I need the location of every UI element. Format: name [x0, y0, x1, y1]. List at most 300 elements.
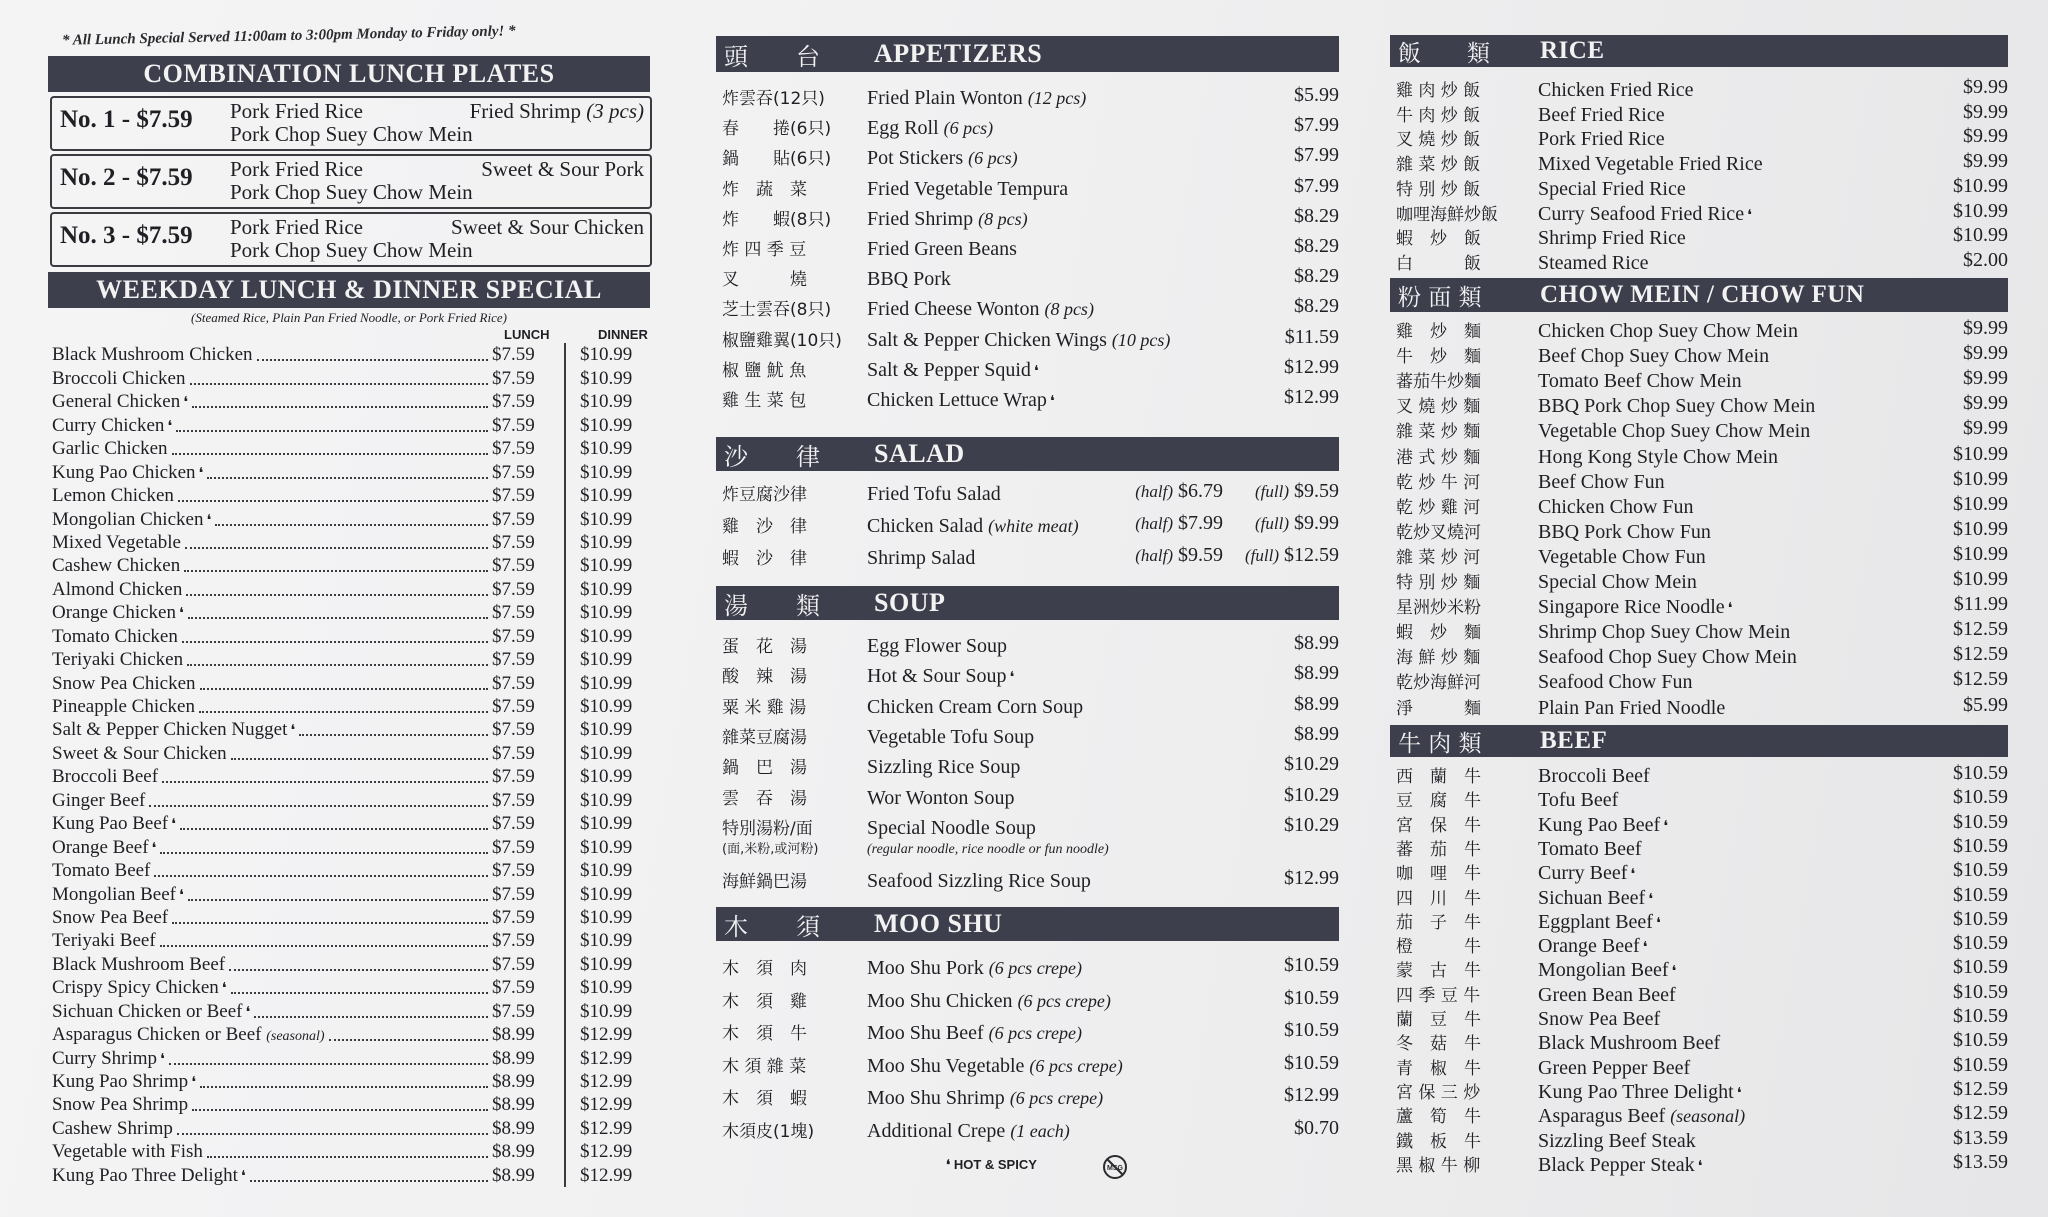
item-name	[1538, 320, 1798, 343]
dinner-price: $12.99	[580, 1141, 633, 1163]
item-chinese-name: 木 須 蝦	[722, 1089, 807, 1110]
dot-leader	[169, 1063, 488, 1065]
item-name	[1538, 571, 1697, 594]
item-chinese-name: 西 蘭 牛	[1396, 767, 1481, 787]
item-price: $10.59	[1284, 954, 1339, 976]
chowmein-title: CHOW MEIN / CHOW FUN	[1540, 281, 1865, 308]
chowmein-item	[1390, 367, 2008, 393]
item-name-text: Special Chow Mein	[1538, 571, 1697, 593]
item-chinese-name: 叉 燒	[722, 270, 807, 291]
beef-item	[1390, 932, 2008, 958]
item-name	[867, 147, 1018, 170]
special-name	[52, 1094, 188, 1116]
item-name	[867, 329, 1170, 352]
column-divider	[564, 718, 566, 741]
lunch-price: $7.59	[492, 531, 535, 553]
item-name	[1538, 765, 1650, 788]
item-note: (6 pcs crepe)	[988, 958, 1082, 978]
item-name	[1538, 1057, 1690, 1080]
item-name-text: Moo Shu Beef	[867, 1022, 984, 1045]
mooshu-item	[716, 1052, 1339, 1078]
item-chinese-name: 蒙 古 牛	[1396, 961, 1481, 982]
item-chinese-name: 蕃 茄 牛	[1396, 839, 1481, 860]
chili-icon: ❛	[1630, 867, 1636, 884]
item-name	[1538, 546, 1706, 569]
column-divider	[564, 1116, 566, 1139]
item-chinese-name: 炸雲吞(12只)	[722, 89, 825, 109]
dinner-price: $10.99	[580, 883, 633, 905]
lunch-price: $8.99	[492, 1094, 535, 1116]
item-name-text: Fried Green Beans	[867, 238, 1017, 260]
item-name	[1538, 1008, 1660, 1031]
item-chinese-name: 木 須 雞	[722, 991, 807, 1012]
item-name	[1538, 911, 1661, 934]
combo-item-name: Fried Shrimp	[469, 99, 582, 123]
column-divider	[564, 929, 566, 952]
item-name-text: Broccoli Beef	[1538, 765, 1650, 787]
item-name	[1538, 203, 1752, 226]
dinner-price: $10.99	[580, 531, 633, 553]
special-name	[52, 1118, 173, 1140]
item-chinese-name: 乾炒海鮮河	[1396, 673, 1481, 694]
item-name-text: Vegetable Chow Fun	[1538, 545, 1706, 568]
item-name	[1538, 621, 1790, 644]
item-name	[867, 238, 1017, 261]
item-price: $8.99	[1294, 692, 1339, 715]
chili-icon: ❛	[171, 817, 176, 834]
special-name	[52, 485, 174, 507]
lunch-price: $7.59	[492, 344, 535, 366]
item-price: $10.59	[1953, 980, 2008, 1003]
lunch-price: $7.59	[492, 953, 535, 975]
item-chinese-name: 粟 米 雞 湯	[722, 697, 807, 718]
item-name-text: Moo Shu Pork	[867, 957, 984, 979]
special-name	[52, 954, 225, 976]
dinner-price: $10.99	[580, 672, 633, 694]
item-name-text: BBQ Pork	[867, 268, 951, 291]
full-price	[1245, 544, 1339, 567]
item-name-text: Fried Plain Wonton	[867, 87, 1023, 109]
special-name-text: Asparagus Chicken or Beef	[52, 1024, 262, 1046]
chili-icon: ❛	[1009, 670, 1015, 687]
soup-item	[716, 753, 1339, 779]
item-note: (6 pcs crepe)	[1017, 990, 1111, 1011]
combo-item: Pork Chop Suey Chow Mein	[230, 180, 473, 204]
item-name-text: Fried Cheese Wonton	[867, 298, 1040, 321]
dinner-price: $12.99	[580, 1094, 633, 1116]
rice-item	[1390, 249, 2008, 275]
dinner-price: $12.99	[580, 1071, 633, 1092]
item-name	[867, 990, 1111, 1013]
item-price: $7.99	[1294, 114, 1339, 137]
item-price: $8.99	[1294, 662, 1339, 685]
special-row	[52, 413, 650, 436]
dot-leader	[329, 1039, 488, 1041]
combo-title: COMBINATION LUNCH PLATES	[143, 59, 555, 88]
item-name-text: Mixed Vegetable Fried Rice	[1538, 153, 1763, 176]
item-name-text: Shrimp Chop Suey Chow Mein	[1538, 621, 1791, 644]
rice-item	[1390, 200, 2008, 226]
special-row	[52, 531, 650, 554]
item-chinese-name: 叉 燒 炒 飯	[1396, 130, 1481, 151]
item-name	[867, 298, 1094, 321]
special-name-text: Black Mushroom Chicken	[52, 344, 253, 366]
appetizers-item	[716, 175, 1339, 201]
chili-icon: ❛	[1736, 1085, 1742, 1102]
column-divider	[564, 437, 566, 460]
lunch-price: $7.59	[492, 1000, 535, 1022]
special-name-text: Ginger Beef	[52, 789, 146, 811]
chili-icon: ❛	[1648, 891, 1654, 908]
chowmein-item	[1390, 468, 2008, 494]
chili-icon: ❛	[240, 1168, 246, 1185]
special-name-text: Sichuan Chicken or Beef	[52, 1000, 243, 1022]
item-name-text: Pork Fried Rice	[1538, 128, 1665, 151]
dot-leader	[162, 781, 488, 783]
item-name	[1538, 814, 1668, 837]
special-name	[52, 930, 156, 952]
item-note: (white meat)	[988, 516, 1079, 536]
item-price: $10.59	[1953, 1005, 2008, 1027]
special-name-text: Broccoli Chicken	[52, 367, 186, 389]
item-chinese-name: 雜 菜 炒 麵	[1396, 422, 1481, 443]
chowmein-banner	[1390, 278, 2008, 312]
dinner-price: $12.99	[580, 1047, 633, 1069]
dinner-price: $12.99	[580, 1024, 633, 1046]
item-chinese-name: 雞 生 菜 包	[722, 391, 807, 411]
item-price: $2.00	[1963, 248, 2008, 271]
combo-number: No. 1 - $7.59	[60, 106, 193, 133]
dot-leader	[215, 524, 488, 526]
item-name	[1538, 128, 1665, 151]
item-chinese-name: 木 須 肉	[722, 959, 807, 979]
special-row	[52, 601, 650, 624]
item-chinese-name: 春 捲(6只)	[722, 119, 832, 140]
dot-leader	[188, 617, 488, 619]
chili-icon: ❛	[179, 887, 184, 904]
special-name-text: Mongolian Beef	[52, 883, 177, 905]
lunch-price: $7.59	[492, 719, 535, 741]
item-price: $10.99	[1953, 492, 2008, 515]
item-chinese-name: 雜菜豆腐湯	[722, 727, 807, 748]
item-name	[1538, 395, 1815, 418]
item-name-text: Snow Pea Beef	[1538, 1008, 1661, 1030]
lunch-price: $8.99	[492, 1164, 535, 1186]
item-name	[867, 665, 1014, 688]
half-label: (half)	[1135, 546, 1173, 565]
chili-icon: ❛	[167, 418, 173, 435]
item-note: (8 pcs)	[978, 208, 1028, 229]
item-chinese-name: 蛋 花 湯	[722, 637, 807, 657]
item-chinese-name: 蕃茄牛炒麵	[1396, 372, 1481, 393]
special-name-text: Pineapple Chicken	[52, 696, 195, 717]
special-list	[52, 343, 650, 1187]
item-name	[867, 957, 1082, 980]
dinner-price: $10.99	[580, 649, 633, 671]
item-name	[1538, 984, 1676, 1007]
soup-item	[716, 784, 1339, 810]
item-name	[867, 515, 1079, 538]
combo-item	[451, 215, 644, 240]
item-name	[1538, 838, 1642, 861]
lunch-price: $7.59	[492, 438, 535, 460]
full-price-value: $9.59	[1294, 480, 1339, 502]
special-name-text: Mixed Vegetable	[52, 531, 181, 553]
special-name-text: Salt & Pepper Chicken Nugget	[52, 719, 288, 741]
item-chinese-name: 特別湯粉/面	[722, 818, 813, 839]
special-name-text: Cashew Chicken	[52, 555, 181, 577]
item-name	[1538, 789, 1618, 812]
lunch-price: $7.59	[492, 625, 535, 647]
special-name	[52, 368, 186, 390]
dot-leader	[177, 1133, 488, 1135]
dinner-price: $10.99	[580, 555, 633, 577]
item-name-text: Orange Beef	[1538, 935, 1640, 958]
item-name-text: Tofu Beef	[1538, 789, 1619, 812]
item-name	[1538, 521, 1711, 544]
special-row	[52, 1093, 650, 1116]
item-chinese-name: 炸豆腐沙律	[722, 485, 807, 505]
dinner-price: $10.99	[580, 602, 633, 624]
dinner-price: $10.99	[580, 578, 633, 600]
column-divider	[564, 390, 566, 413]
item-price: $10.99	[1953, 467, 2008, 490]
column-divider	[564, 343, 566, 366]
item-price: $9.99	[1963, 76, 2008, 98]
special-row	[52, 999, 650, 1022]
column-divider	[564, 507, 566, 530]
special-name-text: Orange Chicken	[52, 602, 176, 624]
item-name-text: Egg Roll	[867, 117, 939, 140]
item-price: $10.59	[1953, 762, 2008, 784]
item-name	[1538, 370, 1742, 393]
item-note: (8 pcs)	[1044, 299, 1094, 320]
mooshu-chinese-title: 木 須	[724, 912, 820, 941]
item-price: $12.99	[1284, 355, 1339, 378]
soup-chinese-title: 湯 類	[724, 591, 820, 620]
item-name-text: Pot Stickers	[867, 147, 964, 170]
chowmein-item	[1390, 568, 2008, 594]
item-note: (12 pcs)	[1027, 88, 1087, 108]
special-title-banner	[48, 272, 650, 308]
item-name	[1538, 227, 1686, 250]
special-row	[52, 812, 650, 835]
item-note: (6 pcs)	[943, 118, 994, 139]
rice-chinese-title: 飯 類	[1398, 40, 1490, 67]
item-chinese-name: 蘭 豆 牛	[1396, 1010, 1481, 1030]
soup-item	[716, 693, 1339, 719]
column-divider	[564, 741, 566, 764]
item-name-text: Chicken Chop Suey Chow Mein	[1538, 320, 1798, 342]
appetizers-chinese-title: 頭 台	[724, 42, 820, 71]
chili-icon: ❛	[206, 512, 212, 529]
chowmein-item	[1390, 417, 2008, 443]
item-price: $10.59	[1953, 956, 2008, 979]
lunch-price: $7.59	[492, 508, 535, 530]
special-row	[52, 343, 650, 366]
special-name	[52, 344, 253, 366]
special-row	[52, 366, 650, 389]
item-name-text: Chicken Salad	[867, 515, 984, 537]
chili-icon: ❛	[151, 840, 157, 857]
item-price: $10.59	[1284, 1019, 1339, 1042]
beef-item	[1390, 762, 2008, 788]
combo-plate	[50, 96, 652, 151]
item-name-text: Sizzling Rice Soup	[867, 756, 1021, 779]
special-row	[52, 1116, 650, 1139]
item-chinese-name: 酸 辣 湯	[722, 667, 807, 688]
full-label: (full)	[1245, 546, 1279, 565]
chili-icon: ❛	[1697, 1158, 1703, 1175]
item-note: (6 pcs crepe)	[988, 1023, 1082, 1044]
item-name	[867, 178, 1068, 201]
item-chinese-name: 豆 腐 牛	[1396, 791, 1481, 812]
column-divider	[564, 1023, 566, 1046]
beef-item	[1390, 1102, 2008, 1128]
special-row	[52, 1046, 650, 1069]
item-chinese-name: 特 別 炒 飯	[1396, 179, 1481, 200]
item-price: $9.99	[1963, 125, 2008, 148]
item-name-text: Chicken Chow Fun	[1538, 495, 1694, 518]
item-name	[1538, 420, 1810, 443]
combo-item: Pork Chop Suey Chow Mein	[230, 238, 473, 262]
chili-icon: ❛	[1655, 915, 1661, 932]
column-divider	[564, 812, 566, 835]
chili-icon: ❛	[1642, 940, 1648, 957]
appetizers-banner	[716, 36, 1339, 72]
half-price	[1135, 544, 1223, 567]
item-price: $7.99	[1294, 144, 1339, 167]
dot-leader	[229, 969, 488, 971]
lunch-price: $7.59	[492, 367, 535, 389]
item-chinese-name: 炸 蝦(8只)	[722, 209, 832, 230]
item-name	[867, 1120, 1070, 1143]
special-name	[52, 790, 145, 812]
lunch-price: $7.59	[492, 766, 535, 788]
special-name-text: General Chicken	[52, 391, 181, 413]
item-name-text: Salt & Pepper Chicken Wings	[867, 328, 1107, 351]
dinner-price: $10.99	[580, 906, 633, 928]
column-divider	[564, 859, 566, 882]
item-chinese-name: 特 別 炒 麵	[1396, 573, 1481, 593]
dinner-price: $12.99	[580, 1164, 633, 1186]
rice-item	[1390, 101, 2008, 127]
appetizers-title: APPETIZERS	[874, 39, 1043, 68]
item-chinese-name: 椒 鹽 魷 魚	[722, 360, 807, 381]
special-name	[52, 391, 188, 413]
full-price-value: $12.59	[1284, 544, 1339, 566]
item-name	[1538, 104, 1665, 127]
dot-leader	[172, 453, 488, 455]
rice-item	[1390, 150, 2008, 176]
chowmein-item	[1390, 643, 2008, 669]
chowmein-item	[1390, 543, 2008, 569]
item-name	[867, 389, 1055, 412]
special-name-text: Black Mushroom Beef	[52, 953, 226, 975]
special-name	[52, 884, 184, 906]
dinner-price: $10.99	[580, 696, 633, 717]
dot-leader	[184, 570, 488, 572]
column-divider	[564, 1163, 566, 1186]
special-row	[52, 484, 650, 507]
dinner-price: $10.99	[580, 391, 633, 413]
dot-leader	[182, 641, 488, 643]
item-price: $10.59	[1284, 1051, 1339, 1074]
dinner-price: $10.99	[580, 836, 633, 858]
special-name	[52, 1048, 165, 1070]
item-price: $0.70	[1294, 1117, 1339, 1139]
dot-leader	[199, 711, 488, 713]
column-divider	[564, 788, 566, 811]
beef-item	[1390, 908, 2008, 934]
column-divider	[564, 531, 566, 554]
half-label: (half)	[1135, 482, 1173, 501]
item-price: $8.29	[1294, 295, 1339, 318]
special-name	[52, 837, 156, 859]
item-price: $10.59	[1953, 859, 2008, 882]
item-name	[1538, 345, 1769, 368]
item-name-text: Fried Vegetable Tempura	[867, 177, 1069, 200]
beef-item	[1390, 1151, 2008, 1177]
full-price	[1255, 512, 1339, 535]
item-price: $10.59	[1953, 883, 2008, 906]
soup-item	[716, 814, 1339, 840]
special-name-text: Almond Chicken	[52, 578, 183, 600]
special-row	[52, 906, 650, 929]
special-name	[52, 532, 181, 554]
item-name-text: Singapore Rice Noodle	[1538, 596, 1725, 619]
item-chinese-name: 雞 炒 麵	[1396, 322, 1481, 342]
special-name	[52, 696, 195, 718]
special-name-text: Kung Pao Shrimp	[52, 1071, 189, 1092]
special-name	[52, 602, 184, 624]
combo-item-name: Sweet & Sour Pork	[481, 157, 644, 181]
item-price: $9.99	[1963, 317, 2008, 339]
special-name-text: Vegetable with Fish	[52, 1141, 203, 1163]
special-name-text: Orange Beef	[52, 836, 149, 858]
item-price: $9.99	[1963, 392, 2008, 415]
item-price: $12.59	[1953, 618, 2008, 641]
item-name-text: Hot & Sour Soup	[867, 665, 1007, 688]
item-name	[867, 117, 993, 140]
special-name-text: Snow Pea Beef	[52, 906, 169, 928]
special-name	[52, 1165, 246, 1187]
beef-item	[1390, 981, 2008, 1007]
column-divider	[564, 413, 566, 436]
noodle-choice-english: (regular noodle, rice noodle or fun noodle)	[867, 841, 1109, 857]
special-name-text: Lemon Chicken	[52, 485, 174, 507]
item-name-text: Curry Beef	[1538, 862, 1628, 885]
mooshu-item	[716, 1084, 1339, 1110]
beef-item	[1390, 884, 2008, 910]
chowmein-item	[1390, 618, 2008, 644]
lunch-column-header: LUNCH	[504, 327, 550, 342]
chili-icon: ❛	[1671, 964, 1677, 981]
item-price: $10.29	[1284, 753, 1339, 776]
dot-leader	[200, 1086, 488, 1088]
chili-icon: ❛	[1747, 207, 1752, 224]
item-chinese-name: 橙 牛	[1396, 937, 1481, 958]
item-chinese-name: 宮 保 三 炒	[1396, 1082, 1481, 1103]
special-name	[52, 555, 180, 577]
item-price: $9.99	[1963, 100, 2008, 123]
item-name-text: Sizzling Beef Steak	[1538, 1129, 1696, 1152]
dot-leader	[187, 664, 488, 666]
item-price: $10.59	[1953, 907, 2008, 930]
dot-leader	[188, 899, 488, 901]
item-name-text: Moo Shu Chicken	[867, 989, 1013, 1012]
noodle-choice-note	[716, 838, 1339, 858]
